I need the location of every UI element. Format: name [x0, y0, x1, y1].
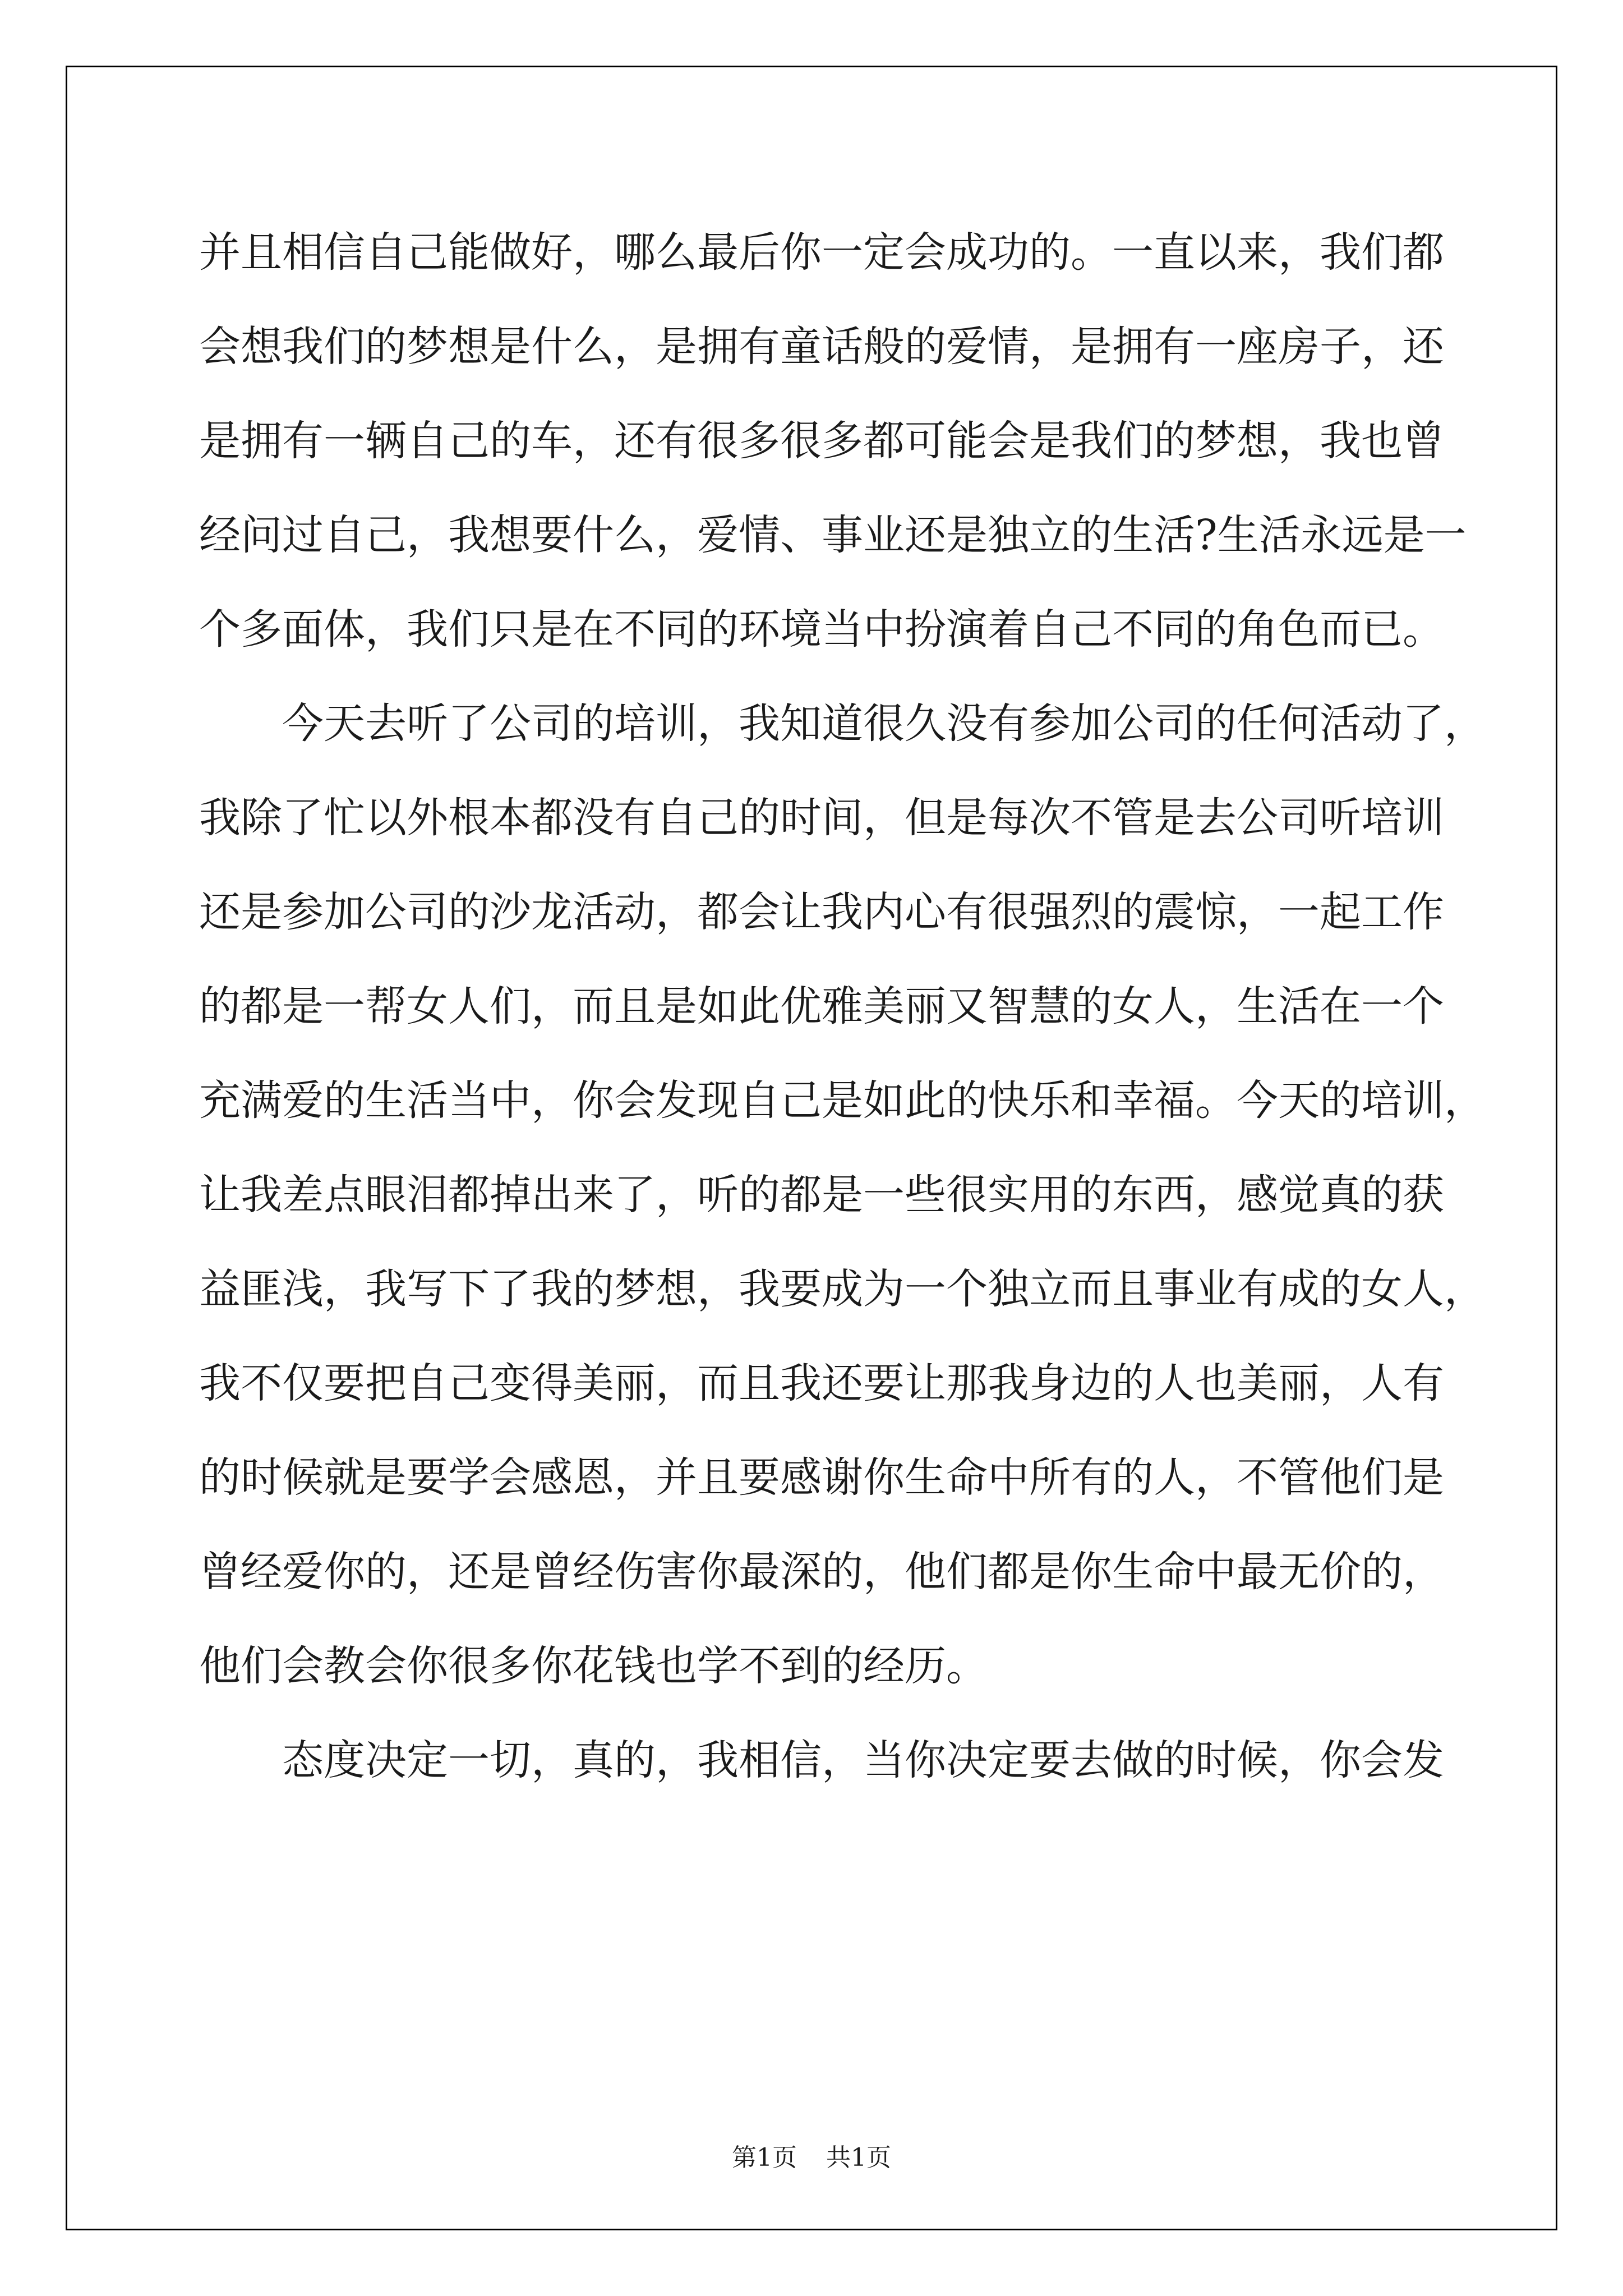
text-line-2: 会想我们的梦想是什么，是拥有童话般的爱情，是拥有一座房子，还 — [199, 323, 1444, 371]
text-line-16: 他们会教会你很多你花钱也学不到的经历。 — [199, 1642, 988, 1690]
text-line-3: 是拥有一辆自己的车，还有很多很多都可能会是我们的梦想，我也曾 — [199, 417, 1444, 465]
text-line-7: 我除了忙以外根本都没有自己的时间，但是每次不管是去公司听培训 — [199, 794, 1444, 842]
text-line-4: 经问过自己，我想要什么，爱情、事业还是独立的生活?生活永远是一 — [199, 511, 1467, 559]
text-line-9: 的都是一帮女人们，而且是如此优雅美丽又智慧的女人，生活在一个 — [199, 982, 1444, 1030]
text-line-6: 今天去听了公司的培训，我知道很久没有参加公司的任何活动了， — [282, 700, 1486, 748]
text-line-1: 并且相信自己能做好，哪么最后你一定会成功的。一直以来，我们都 — [199, 228, 1444, 277]
text-line-17: 态度决定一切，真的，我相信，当你决定要去做的时候，你会发 — [282, 1736, 1444, 1784]
text-line-11: 让我差点眼泪都掉出来了，听的都是一些很实用的东西，感觉真的获 — [199, 1171, 1444, 1219]
page-border — [66, 66, 1557, 2230]
text-line-14: 的时候就是要学会感恩，并且要感谢你生命中所有的人，不管他们是 — [199, 1453, 1444, 1502]
text-line-12: 益匪浅，我写下了我的梦想，我要成为一个独立而且事业有成的女人， — [199, 1265, 1486, 1313]
text-line-10: 充满爱的生活当中，你会发现自己是如此的快乐和幸福。今天的培训， — [199, 1076, 1486, 1125]
text-line-15: 曾经爱你的，还是曾经伤害你最深的，他们都是你生命中最无价的， — [199, 1548, 1444, 1596]
page-total: 共1页 — [826, 2143, 891, 2172]
page-footer — [0, 2137, 1623, 2173]
text-line-8: 还是参加公司的沙龙活动，都会让我内心有很强烈的震惊，一起工作 — [199, 888, 1444, 936]
text-line-5: 个多面体，我们只是在不同的环境当中扮演着自己不同的角色而已。 — [199, 605, 1444, 654]
page-number: 第1页 — [732, 2143, 797, 2172]
text-line-13: 我不仅要把自己变得美丽，而且我还要让那我身边的人也美丽，人有 — [199, 1359, 1444, 1407]
